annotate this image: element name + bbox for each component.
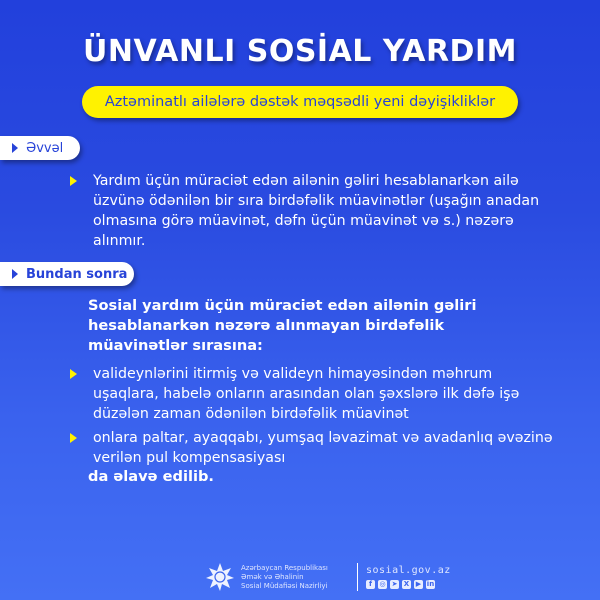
youtube-icon[interactable]: ▶: [415, 580, 422, 588]
section-label-text: Bundan sonra: [26, 266, 128, 282]
list-item: [70, 364, 553, 424]
bullet-triangle-icon: [70, 433, 77, 443]
list-item-text: onlara paltar, ayaqqabı, yumşaq ləvazimat və avadanlıq əvəzinə verilən pul kompensasiyası: [93, 430, 553, 466]
facebook-icon[interactable]: f: [366, 580, 375, 589]
x-icon[interactable]: X: [403, 580, 410, 588]
triangle-icon: [12, 269, 18, 279]
section-label-after: [0, 262, 134, 286]
triangle-icon: [12, 143, 18, 153]
subtitle-text: Aztəminatlı ailələrə dəstək məqsədli yeni dəyişikliklər: [104, 94, 496, 110]
section-lead-text: Sosial yardım üçün müraciət edən ailənin gəliri hesablanarkən nəzərə alınmayan birdəfəlik müavinətlər sırasına:: [88, 297, 477, 354]
bullet-triangle-icon: [70, 369, 77, 379]
website-link[interactable]: sosial.gov.az: [366, 565, 451, 576]
subtitle-banner: [82, 86, 518, 118]
bullet-triangle-icon: [70, 176, 77, 186]
ministry-logo-icon: [205, 562, 235, 592]
footer: [205, 560, 451, 594]
telegram-icon[interactable]: ➤: [391, 580, 398, 588]
list-item: [70, 171, 553, 251]
list-item: [70, 428, 553, 468]
section-label-before: [0, 136, 80, 160]
ministry-name: [241, 564, 353, 591]
ministry-line: Sosial Müdafiəsi Nazirliyi: [241, 581, 328, 590]
list-item-text: Yardım üçün müraciət edən ailənin gəliri hesablanarkən ailə üzvünə ödənilən bir sıra birdəfəlik müavinətlər (uşağın anadan olmasına görə müavinət, dəfn üçün müavinət və s.) nəzərə alınmır.: [93, 173, 540, 249]
footer-divider: [357, 563, 358, 591]
instagram-icon[interactable]: ◎: [379, 580, 386, 588]
page-title: ÜNVANLI SOSİAL YARDIM: [83, 34, 517, 69]
ministry-line: Azərbaycan Respublikası: [241, 563, 328, 572]
linkedin-icon[interactable]: in: [426, 580, 435, 588]
social-links: [366, 580, 451, 589]
section-label-text: Əvvəl: [26, 140, 64, 156]
closing-text: da əlavə edilib.: [88, 468, 214, 485]
list-item-text: valideynlərini itirmiş və valideyn himayəsindən məhrum uşaqlara, habelə onların arasından olan şəxslərə ilk dəfə işə düzələn zaman ödənilən birdəfəlik müavinət: [93, 366, 520, 422]
ministry-line: Əmək və Əhalinin: [241, 572, 304, 581]
